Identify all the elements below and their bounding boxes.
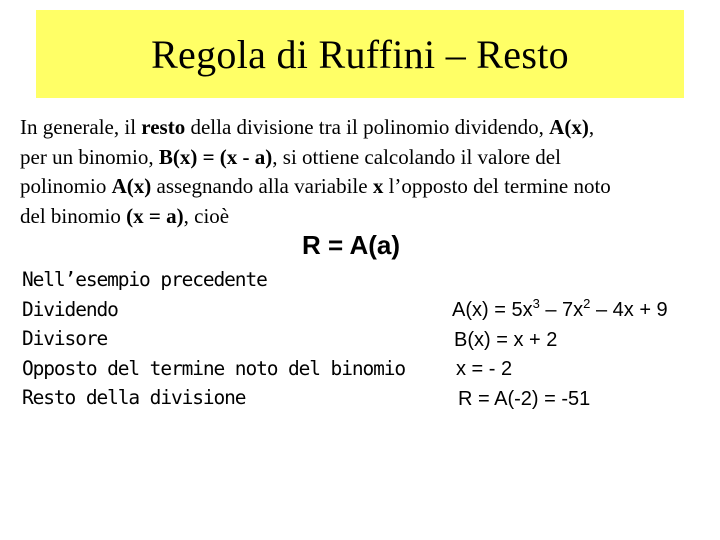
paragraph-line-4: [20, 202, 710, 232]
text-fragment: l’opposto del termine noto: [383, 174, 611, 198]
keyword-polynomial: A(x): [111, 174, 152, 198]
text-fragment: della divisione tra il polinomio dividendo,: [185, 115, 550, 139]
exponent: 2: [583, 296, 591, 311]
text-fragment: del binomio: [20, 203, 127, 228]
label-divisor: Divisore: [22, 327, 108, 350]
keyword-dividend: A(x): [549, 115, 589, 139]
value-opposite: x = - 2: [456, 358, 513, 380]
exponent: 3: [532, 296, 540, 311]
text-fragment: , si ottiene calcolando il valore del: [272, 144, 561, 169]
slide-title: Regola di Ruffini – Resto: [151, 31, 569, 77]
explanation-paragraph: [20, 113, 710, 231]
text-fragment: polinomio: [20, 174, 112, 198]
paragraph-line-2: [20, 143, 710, 173]
example-intro: Nell’esempio precedente: [22, 268, 267, 291]
text-fragment: ,: [588, 115, 595, 139]
text-fragment: – 7x: [539, 299, 584, 321]
example-labels: [22, 265, 405, 413]
text-fragment: , cioè: [183, 203, 230, 228]
label-opposite: Opposto del termine noto del binomio: [22, 356, 406, 380]
keyword-binomial-value: (x = a): [126, 203, 184, 228]
example-values: [440, 296, 668, 414]
value-dividend: [452, 296, 668, 326]
label-remainder: Resto della divisione: [22, 386, 246, 409]
text-fragment: In generale, il: [20, 115, 142, 139]
value-remainder: R = A(-2) = -51: [458, 387, 591, 410]
text-fragment: per un binomio,: [20, 144, 159, 169]
label-dividend: Dividendo: [22, 297, 118, 321]
paragraph-line-1: [20, 113, 710, 143]
keyword-variable: x: [372, 174, 384, 198]
text-fragment: A(x) = 5x: [452, 299, 533, 321]
keyword-resto: resto: [141, 115, 186, 139]
text-fragment: – 4x + 9: [590, 299, 668, 321]
value-divisor: B(x) = x + 2: [454, 328, 558, 351]
remainder-formula: R = A(a): [302, 230, 400, 260]
title-banner: [36, 10, 684, 98]
text-fragment: assegnando alla variabile: [151, 174, 373, 198]
keyword-binomial: B(x) = (x - a): [158, 144, 273, 169]
paragraph-line-3: [20, 172, 710, 202]
